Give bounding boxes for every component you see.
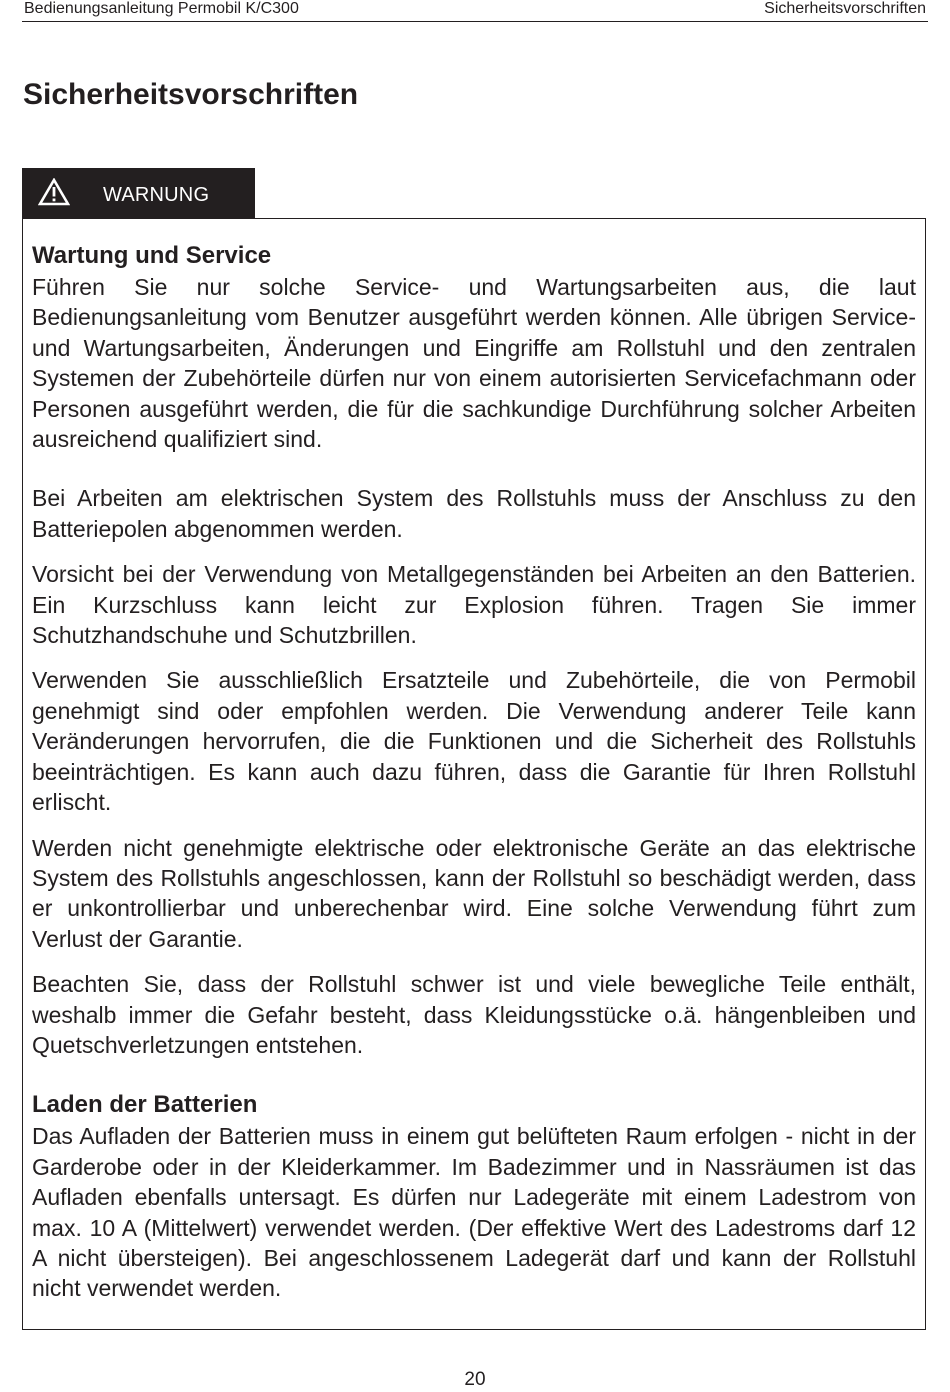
paragraph: Werden nicht genehmigte elektrische oder elektronische Geräte an das elektrische System des Rollstuhls angeschlossen, kann der Rollstuhl so beschädigt werden, dass er unkontrollierbar und unberechenbar wird. Eine solche Verwendung führt zum Verlust der Garantie. [32, 834, 916, 952]
header-document-title: Bedienungsanleitung Permobil K/C300 [24, 0, 299, 17]
paragraph: Beachten Sie, dass der Rollstuhl schwer ist und viele bewegliche Teile enthält, weshalb immer die Gefahr besteht, dass Kleidungsstücke o.ä. hängenbleiben und Quetschverletzungen entstehen. [32, 971, 916, 1058]
header-section-title: Sicherheitsvorschriften [764, 0, 926, 17]
paragraph: Bei Arbeiten am elektrischen System des Rollstuhls muss der Anschluss zu den Batteriepolen abgenommen werden. [32, 485, 916, 542]
paragraph: Vorsicht bei der Verwendung von Metallgegenständen bei Arbeiten an den Batterien. Ein Kurzschluss kann leicht zur Explosion führen. Tragen Sie immer Schutzhandschuhe und Schutzbrillen. [32, 561, 916, 649]
warning-content [32, 240, 916, 1304]
paragraph: Verwenden Sie ausschließlich Ersatzteile und Zubehörteile, die von Permobil genehmigt sind oder empfohlen werden. Die Verwendung anderer Teile kann Veränderungen hervorrufen, die die Funktionen und die Sicherheit des Rollstuhls beeinträchtigen. Es kann auch dazu führen, dass die Garantie für Ihren Rollstuhl erlischt. [32, 667, 916, 816]
warning-tab [22, 168, 255, 218]
warning-label: WARNUNG [103, 184, 210, 206]
paragraph: Das Aufladen der Batterien muss in einem gut belüfteten Raum erfolgen - nicht in der Garderobe oder in der Kleiderkammer. Im Badezimmer und in Nassräumen ist das Aufladen ebenfalls untersagt. Es dürfen nur Ladegeräte mit einem Ladestrom von max. 10 A (Mittelwert) verwendet werden. (Der effektive Wert des Ladestroms darf 12 A nicht übersteigen). Bei angeschlossenem Ladegerät darf und kann der Rollstuhl nicht verwendet werden. [32, 1123, 916, 1302]
page-number: 20 [464, 1369, 486, 1390]
running-header [22, 0, 928, 22]
warning-triangle-icon [38, 178, 70, 206]
section-heading-service: Wartung und Service [32, 242, 272, 269]
page-title: Sicherheitsvorschriften [23, 78, 359, 111]
section-heading-battery: Laden der Batterien [32, 1091, 258, 1119]
paragraph: Führen Sie nur solche Service- und Wartungsarbeiten aus, die laut Bedienungsanleitung vom Benutzer ausgeführt werden können. Alle übrigen Service- und Wartungsarbeiten, Änderungen und Eingriffe am Rollstuhl und den zentralen Systemen der Zubehörteile dürfen nur von einem autorisierten Servicefachmann oder Personen ausgeführt werden, die für die sachkundige Durchführung solcher Arbeiten ausreichend qualifiziert sind. [32, 274, 916, 453]
